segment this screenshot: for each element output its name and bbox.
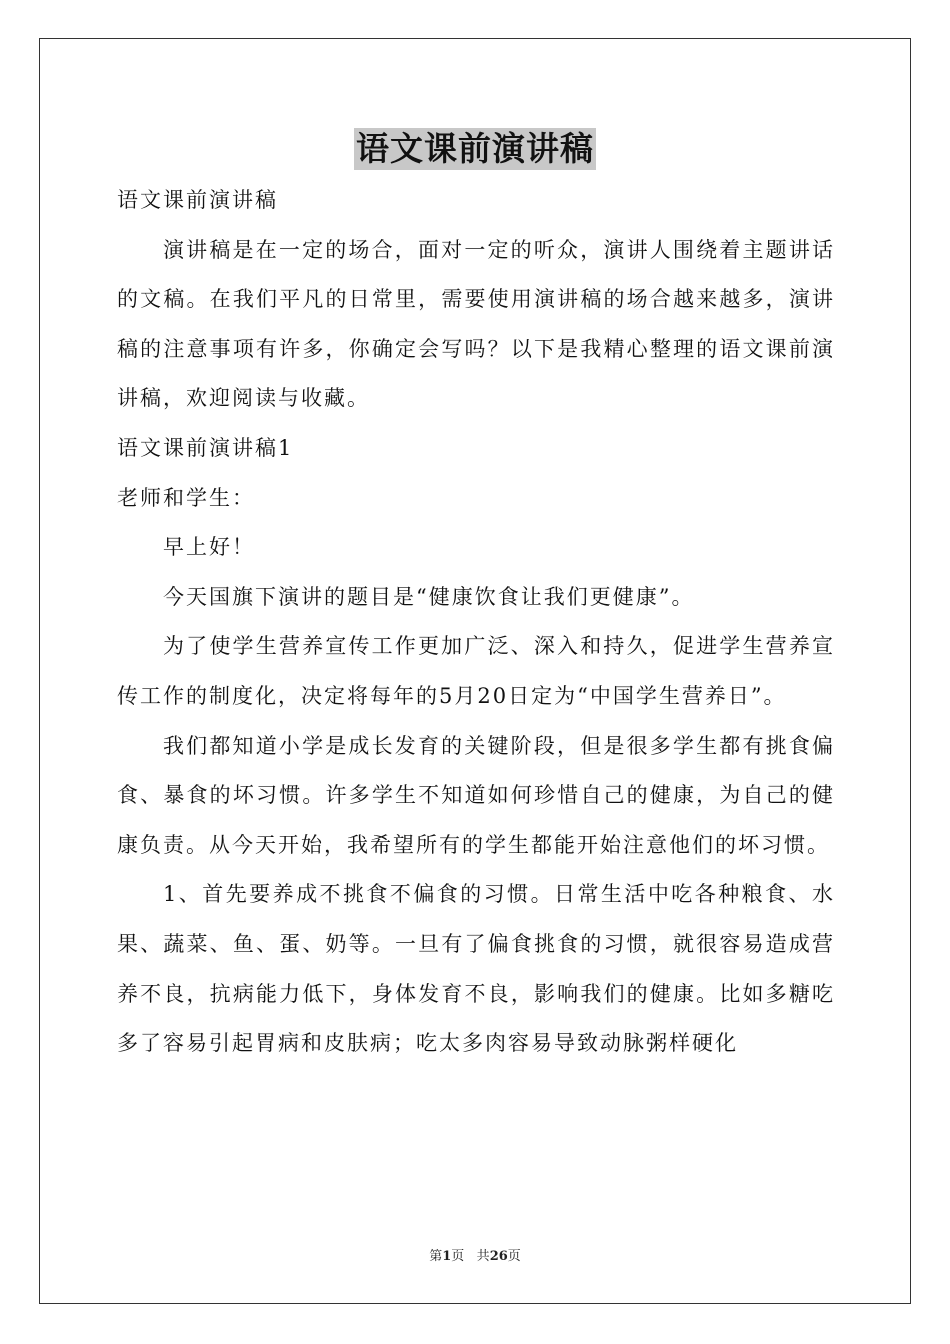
paragraph-bad-habits: 我们都知道小学是成长发育的关键阶段，但是很多学生都有挑食偏食、暴食的坏习惯。许多学生不知道如何珍惜自己的健康，为自己的健康负责。从今天开始，我希望所有的学生都能开始注意他们的坏习惯。 bbox=[117, 733, 835, 857]
paragraph-topic: 今天国旗下演讲的题目是“健康饮食让我们更健康”。 bbox=[163, 584, 695, 609]
paragraph-intro: 演讲稿是在一定的场合，面对一定的听众，演讲人围绕着主题讲话的文稿。在我们平凡的日常里，需要使用演讲稿的场合越来越多，演讲稿的注意事项有许多，你确定会写吗？以下是我精心整理的语文课前演讲稿，欢迎阅读与收藏。 bbox=[117, 237, 835, 411]
paragraph-point-one: 1、首先要养成不挑食不偏食的习惯。日常生活中吃各种粮食、水果、蔬菜、鱼、蛋、奶等。一旦有了偏食挑食的习惯，就很容易造成营养不良，抗病能力低下，身体发育不良，影响我们的健康。比如多糖吃多了容易引起胃病和皮肤病；吃太多肉容易导致动脉粥样硬化 bbox=[117, 882, 835, 1056]
footer-total-pages: 26 bbox=[489, 1249, 508, 1264]
footer-total-prefix: 共 bbox=[476, 1249, 490, 1264]
paragraph-salutation: 老师和学生： bbox=[117, 485, 255, 510]
title-container bbox=[0, 128, 950, 170]
footer-total-suffix: 页 bbox=[507, 1249, 521, 1264]
document-title: 语文课前演讲稿 bbox=[356, 129, 594, 168]
document-body bbox=[117, 176, 835, 1069]
paragraph-nutrition-day: 为了使学生营养宣传工作更加广泛、深入和持久，促进学生营养宣传工作的制度化，决定将每年的5月20日定为“中国学生营养日”。 bbox=[117, 634, 835, 708]
paragraph-section-heading: 语文课前演讲稿1 bbox=[117, 435, 294, 460]
footer-page-number: 1 bbox=[442, 1249, 452, 1264]
paragraph-subtitle: 语文课前演讲稿 bbox=[117, 188, 278, 212]
footer-page-suffix: 页 bbox=[451, 1249, 465, 1264]
page-footer bbox=[0, 1245, 950, 1264]
paragraph-greeting: 早上好！ bbox=[163, 535, 255, 560]
footer-page-prefix: 第 bbox=[429, 1249, 443, 1264]
